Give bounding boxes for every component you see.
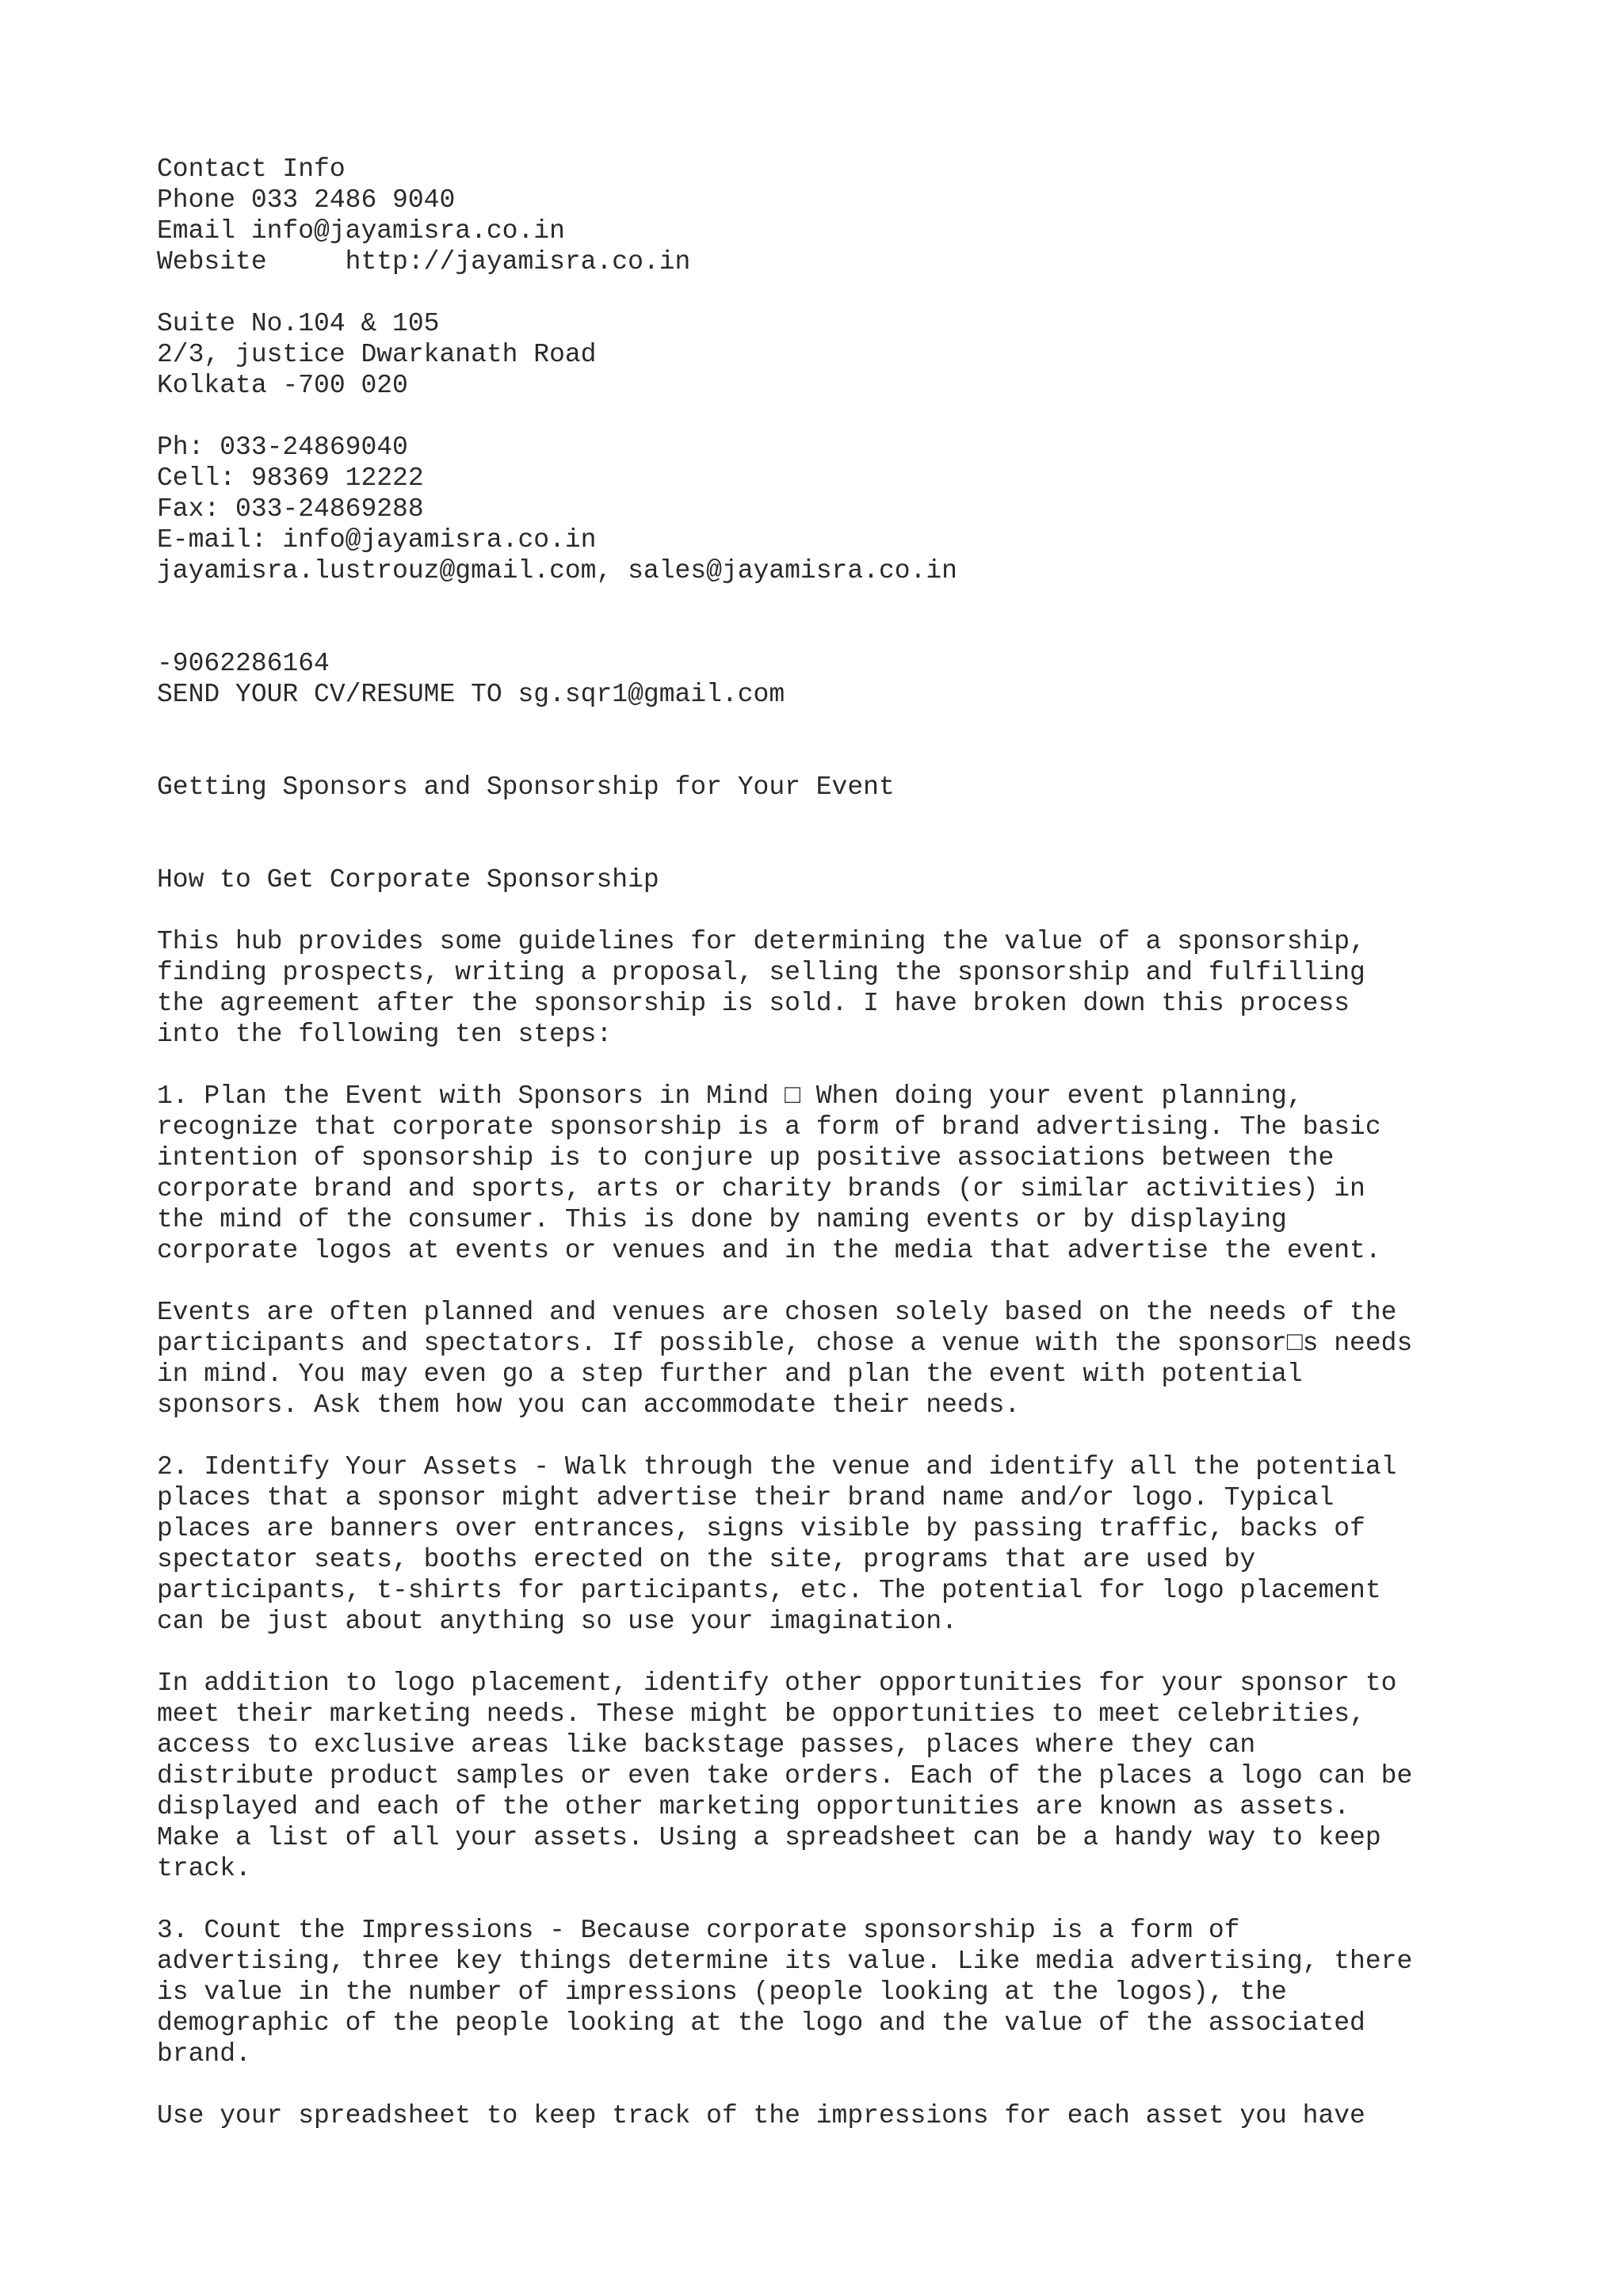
document-page xyxy=(157,154,1583,2131)
spacer xyxy=(157,2069,1583,2100)
phone-number: Ph: 033-24869040 xyxy=(157,433,408,462)
paragraph-line: in mind. You may even go a step further and plan the event with potential xyxy=(157,1360,1303,1389)
body-paragraphs xyxy=(157,926,1583,2131)
paragraph-line: displayed and each of the other marketing opportunities are known as assets. xyxy=(157,1792,1350,1821)
address-line: Kolkata -700 020 xyxy=(157,371,408,400)
paragraph xyxy=(157,1451,1583,1637)
cell-number: Cell: 98369 12222 xyxy=(157,463,424,493)
spacer xyxy=(157,895,1583,926)
paragraph-line: meet their marketing needs. These might be opportunities to meet celebrities, xyxy=(157,1699,1365,1729)
paragraph-line: 3. Count the Impressions - Because corporate sponsorship is a form of xyxy=(157,1916,1240,1945)
contact-info-block xyxy=(157,154,1583,277)
paragraph-line: the mind of the consumer. This is done by naming events or by displaying xyxy=(157,1205,1287,1234)
paragraph-line: sponsors. Ask them how you can accommodate their needs. xyxy=(157,1390,1021,1420)
email-address: E-mail: info@jayamisra.co.in xyxy=(157,525,597,555)
paragraph-line: access to exclusive areas like backstage passes, places where they can xyxy=(157,1730,1256,1760)
paragraph-line: corporate logos at events or venues and in the media that advertise the event. xyxy=(157,1236,1381,1265)
paragraph-line: Use your spreadsheet to keep track of the impressions for each asset you have xyxy=(157,2101,1365,2130)
email-addresses: jayamisra.lustrouz@gmail.com, sales@jayamisra.co.in xyxy=(157,556,957,585)
cv-block xyxy=(157,648,1583,710)
contact-website: Website http://jayamisra.co.in xyxy=(157,247,691,277)
paragraph-line: intention of sponsorship is to conjure up positive associations between the xyxy=(157,1143,1335,1173)
paragraph-line: places that a sponsor might advertise their brand name and/or logo. Typical xyxy=(157,1483,1335,1512)
paragraph-line: advertising, three key things determine its value. Like media advertising, there xyxy=(157,1947,1413,1976)
paragraph-line: places are banners over entrances, signs visible by passing traffic, backs of xyxy=(157,1514,1365,1543)
paragraph-line: participants, t-shirts for participants, etc. The potential for logo placement xyxy=(157,1576,1381,1605)
paragraph xyxy=(157,1081,1583,1266)
paragraph-line: into the following ten steps: xyxy=(157,1020,613,1049)
paragraph-line: demographic of the people looking at the logo and the value of the associated xyxy=(157,2008,1365,2038)
document-subtitle: How to Get Corporate Sponsorship xyxy=(157,865,659,894)
spacer xyxy=(157,401,1583,432)
paragraph-line: is value in the number of impressions (people looking at the logos), the xyxy=(157,1978,1287,2007)
address-line: Suite No.104 & 105 xyxy=(157,309,440,338)
paragraph xyxy=(157,2100,1583,2131)
paragraph xyxy=(157,1668,1583,1884)
paragraph-line: the agreement after the sponsorship is sold. I have broken down this process xyxy=(157,989,1350,1018)
paragraph-line: can be just about anything so use your imagination. xyxy=(157,1607,957,1636)
paragraph-line: finding prospects, writing a proposal, selling the sponsorship and fulfilling xyxy=(157,958,1365,987)
paragraph-line: Events are often planned and venues are chosen solely based on the needs of the xyxy=(157,1298,1397,1327)
paragraph-line: recognize that corporate sponsorship is a form of brand advertising. The basic xyxy=(157,1112,1381,1142)
paragraph-line: Make a list of all your assets. Using a spreadsheet can be a handy way to keep xyxy=(157,1823,1381,1852)
contact-phone: Phone 033 2486 9040 xyxy=(157,185,456,215)
paragraph-line: This hub provides some guidelines for determining the value of a sponsorship, xyxy=(157,927,1365,956)
paragraph-line: corporate brand and sports, arts or charity brands (or similar activities) in xyxy=(157,1174,1365,1203)
paragraph-line: distribute product samples or even take orders. Each of the places a logo can be xyxy=(157,1761,1413,1791)
spacer xyxy=(157,803,1583,864)
contact-heading: Contact Info xyxy=(157,154,346,184)
fax-number: Fax: 033-24869288 xyxy=(157,494,424,524)
spacer xyxy=(157,1884,1583,1915)
spacer xyxy=(157,1421,1583,1451)
spacer xyxy=(157,277,1583,308)
spacer xyxy=(157,1050,1583,1081)
document-title: Getting Sponsors and Sponsorship for Your Event xyxy=(157,772,895,802)
spacer xyxy=(157,1637,1583,1668)
address-line: 2/3, justice Dwarkanath Road xyxy=(157,340,597,369)
spacer xyxy=(157,710,1583,772)
numbers-block xyxy=(157,432,1583,586)
paragraph-line: brand. xyxy=(157,2039,251,2069)
paragraph-line: spectator seats, booths erected on the site, programs that are used by xyxy=(157,1545,1256,1574)
paragraph xyxy=(157,1915,1583,2069)
paragraph-line: 1. Plan the Event with Sponsors in Mind □ When doing your event planning, xyxy=(157,1081,1303,1111)
paragraph xyxy=(157,1297,1583,1421)
paragraph-line: track. xyxy=(157,1854,251,1883)
spacer xyxy=(157,1266,1583,1297)
paragraph xyxy=(157,926,1583,1050)
contact-email: Email info@jayamisra.co.in xyxy=(157,216,565,246)
paragraph-line: In addition to logo placement, identify other opportunities for your sponsor to xyxy=(157,1669,1397,1698)
spacer xyxy=(157,586,1583,648)
mobile-number: -9062286164 xyxy=(157,649,330,678)
paragraph-line: 2. Identify Your Assets - Walk through the venue and identify all the potential xyxy=(157,1452,1397,1482)
paragraph-line: participants and spectators. If possible, chose a venue with the sponsor□s needs xyxy=(157,1329,1413,1358)
address-block xyxy=(157,308,1583,401)
cv-instruction: SEND YOUR CV/RESUME TO sg.sqr1@gmail.com xyxy=(157,680,785,709)
